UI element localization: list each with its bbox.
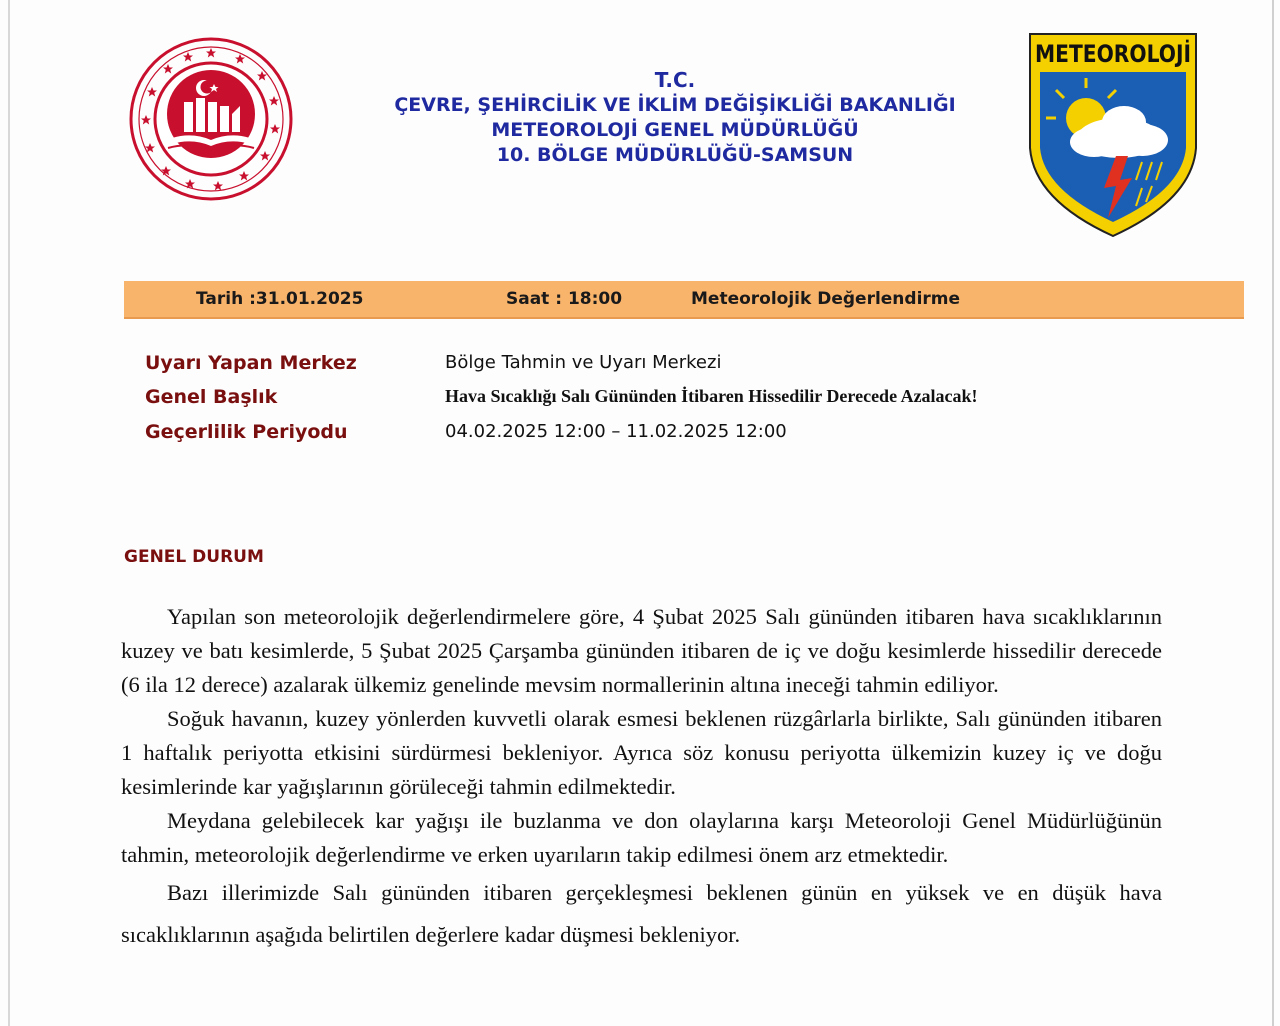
page-edge-right [1272, 0, 1274, 1026]
paragraph: Bazı illerimizde Salı gününden itibaren gerçekleşmesi beklenen günün en yüksek ve en düşük hava sıcaklıklarının aşağıda belirtilen değerlere kadar düşmesi bekleniyor. [121, 880, 1162, 947]
paragraph: Meydana gelebilecek kar yağışı ile buzlanma ve don olaylarına karşı Meteoroloji Genel Müdürlüğünün tahmin, meteorolojik değerlendirme ve erken uyarıların takip edilmesi önem arz etmektedir. [121, 808, 1162, 867]
paragraph: Yapılan son meteorolojik değerlendirmelere göre, 4 Şubat 2025 Salı gününden itibaren hava sıcaklıklarının kuzey ve batı kesimlerde, 5 Şubat 2025 Çarşamba gününden itibaren de iç ve doğu kesimlerde hissedilir derecede (6 ila 12 derece) azalarak ülkemiz genelinde mevsim normallerinin altına ineceği tahmin ediliyor. [121, 604, 1162, 697]
section-heading: GENEL DURUM [124, 547, 264, 567]
title-label: Genel Başlık [145, 386, 278, 408]
report-date: Tarih :31.01.2025 [196, 289, 364, 309]
period-value: 04.02.2025 12:00 – 11.02.2025 12:00 [445, 421, 787, 442]
header-republic: T.C. [654, 68, 696, 92]
header-ministry: ÇEVRE, ŞEHİRCİLİK VE İKLİM DEĞİŞİKLİĞİ BAKANLIĞI [394, 94, 956, 116]
report-time: Saat : 18:00 [506, 289, 623, 309]
period-label: Geçerlilik Periyodu [145, 421, 348, 443]
document-header [330, 68, 1020, 168]
meteorology-shield-icon [1024, 30, 1202, 240]
info-bar [124, 281, 1244, 319]
body-text [121, 600, 1162, 956]
shield-logo-text: METEOROLOJİ [1035, 40, 1202, 68]
ministry-emblem-icon [122, 36, 300, 202]
title-value: Hava Sıcaklığı Salı Gününden İtibaren Hissedilir Derecede Azalacak! [445, 386, 978, 406]
report-type: Meteorolojik Değerlendirme [691, 289, 961, 309]
paragraph: Soğuk havanın, kuzey yönlerden kuvvetli olarak esmesi beklenen rüzgârlarla birlikte, Salı gününden itibaren 1 haftalık periyotta etkisini sürdürmesi bekleniyor. Ayrıca söz konusu periyotta ülkemizin kuzey iç ve doğu kesimlerinde kar yağışlarının görüleceği tahmin edilmektedir. [121, 706, 1162, 799]
page-edge-left [8, 0, 10, 1026]
header-directorate: METEOROLOJİ GENEL MÜDÜRLÜĞÜ [491, 119, 859, 141]
header-regional-office: 10. BÖLGE MÜDÜRLÜĞÜ-SAMSUN [496, 144, 854, 166]
center-label: Uyarı Yapan Merkez [145, 352, 357, 374]
center-value: Bölge Tahmin ve Uyarı Merkezi [445, 352, 722, 373]
